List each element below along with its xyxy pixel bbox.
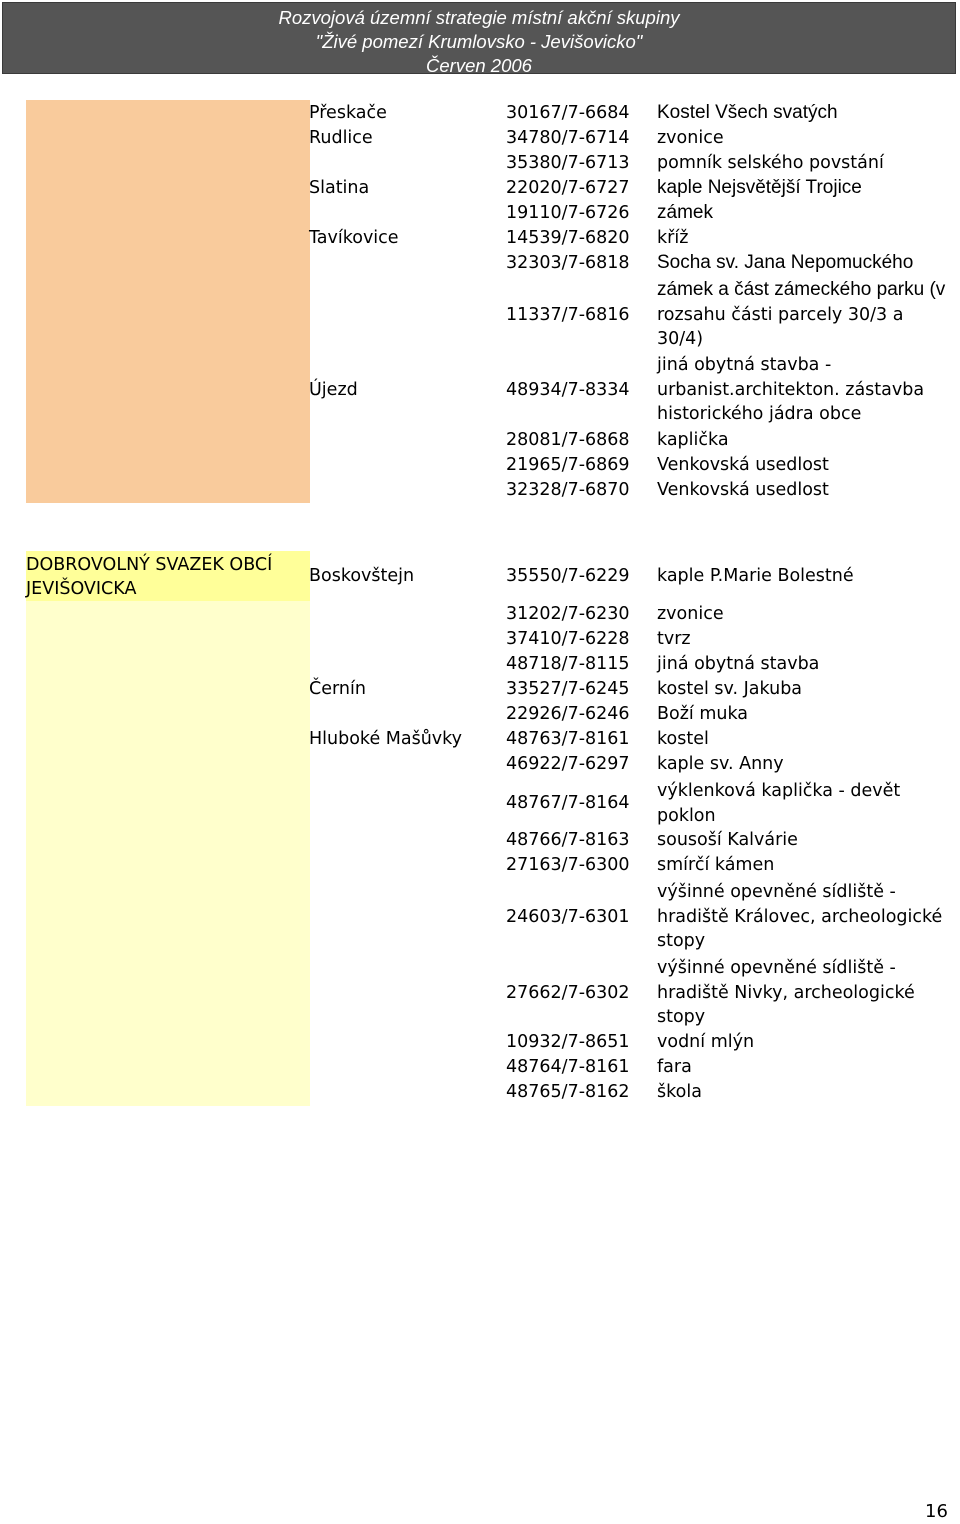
section-2-row-description: vodní mlýn [657, 1032, 755, 1052]
section-1-row-description: kříž [657, 228, 689, 248]
section-1-row-catalog-number: 32328/7-6870 [506, 480, 630, 500]
section-2-row-catalog-number: 33527/7-6245 [506, 679, 630, 699]
section-2-row-catalog-number: 48763/7-8161 [506, 729, 630, 749]
section-2-row-catalog-number: 31202/7-6230 [506, 604, 630, 624]
section-1-row-description: urbanist.architekton. zástavba [657, 379, 925, 400]
section-2-row-description: kostel sv. Jakuba [657, 679, 803, 699]
section-2-row-description: výšinné opevněné sídliště - [657, 882, 896, 902]
section-1-row-description: kaple Nejsvětější Trojice [657, 177, 862, 198]
section-1-row-catalog-number: 35380/7-6713 [506, 153, 630, 173]
section-1-row-catalog-number: 28081/7-6868 [506, 430, 630, 450]
section-1-row-obec: Přeskače [309, 103, 387, 123]
section-2-row-description: výklenková kaplička - devět [657, 781, 901, 801]
section-2-row-catalog-number: 27662/7-6302 [506, 982, 630, 1003]
section-2-row-description: kostel [657, 729, 709, 749]
section-2-row-catalog-number: 10932/7-8651 [506, 1032, 630, 1052]
section-2-row-catalog-number: 48767/7-8164 [506, 793, 630, 814]
section-1-row-catalog-number: 30167/7-6684 [506, 103, 630, 123]
section-1-row-description: rozsahu části parcely 30/3 a [657, 304, 904, 325]
section-1-row-description: 30/4) [657, 329, 704, 349]
header-line-1: Rozvojová územní strategie místní akční skupiny [278, 7, 680, 28]
section-1-row-description: zámek a část zámeckého parku (v [657, 279, 946, 300]
section-2-row-description: hradiště Nivky, archeologické [657, 982, 915, 1003]
section-1-band [26, 100, 310, 503]
section-2-row-catalog-number: 27163/7-6300 [506, 855, 630, 875]
section-2-row-catalog-number: 35550/7-6229 [506, 566, 630, 586]
page-number: 16 [925, 1501, 948, 1522]
section-1-row-description: jiná obytná stavba - [657, 355, 832, 375]
section-1-row-catalog-number: 48934/7-8334 [506, 379, 630, 400]
section-2-row-description: sousoší Kalvárie [657, 830, 798, 850]
section-1-row-description: Venkovská usedlost [657, 480, 829, 500]
section-2-row-description: poklon [657, 805, 716, 826]
section-1-row-description: Venkovská usedlost [657, 455, 829, 475]
section-1-row-description: historického jádra obce [657, 404, 862, 424]
section-2-label: DOBROVOLNÝ SVAZEK OBCÍ JEVIŠOVICKA [26, 555, 273, 599]
section-2-row-catalog-number: 22926/7-6246 [506, 704, 630, 724]
section-1-row-catalog-number: 22020/7-6727 [506, 178, 630, 198]
section-2-band [26, 551, 310, 1106]
section-1-row-catalog-number: 14539/7-6820 [506, 228, 630, 248]
section-2-row-description: jiná obytná stavba [657, 654, 820, 674]
section-1-row-catalog-number: 32303/7-6818 [506, 253, 630, 273]
section-1-row-obec: Tavíkovice [309, 228, 399, 248]
section-2-row-description: stopy [657, 931, 706, 951]
section-2-row-catalog-number: 46922/7-6297 [506, 754, 630, 774]
section-2-row-description: stopy [657, 1007, 706, 1027]
section-1-row-description: Kostel Všech svatých [657, 102, 838, 123]
section-1-row-description: pomník selského povstání [657, 153, 884, 173]
header-line-3: Červen 2006 [426, 55, 532, 76]
section-1-row-obec: Rudlice [309, 128, 373, 148]
section-1-row-description: kaplička [657, 430, 729, 450]
document-header [2, 2, 956, 74]
section-2-row-catalog-number: 48765/7-8162 [506, 1082, 630, 1102]
section-2-row-description: Boží muka [657, 704, 749, 724]
section-1-row-obec: Újezd [309, 379, 358, 400]
section-2-row-obec: Černín [309, 679, 366, 699]
section-2-row-description: hradiště Královec, archeologické [657, 906, 943, 927]
section-2-row-description: zvonice [657, 604, 724, 624]
section-1-row-catalog-number: 19110/7-6726 [506, 203, 630, 223]
section-1-row-catalog-number: 21965/7-6869 [506, 455, 630, 475]
section-2-row-catalog-number: 48766/7-8163 [506, 830, 630, 850]
section-2-row-description: výšinné opevněné sídliště - [657, 958, 896, 978]
section-1-row-description: zvonice [657, 128, 724, 148]
section-2-row-description: smírčí kámen [657, 855, 775, 875]
section-2-row-catalog-number: 37410/7-6228 [506, 629, 630, 649]
header-line-2: "Živé pomezí Krumlovsko - Jevišovicko" [315, 31, 643, 52]
section-2-row-description: kaple sv. Anny [657, 754, 784, 774]
section-2-row-description: kaple P.Marie Bolestné [657, 566, 854, 586]
section-2-row-catalog-number: 48764/7-8161 [506, 1057, 630, 1077]
section-1-row-description: Socha sv. Jana Nepomuckého [657, 252, 914, 273]
section-2-row-obec: Hluboké Mašůvky [309, 729, 463, 749]
section-1-row-obec: Slatina [309, 178, 370, 198]
section-1-row-catalog-number: 11337/7-6816 [506, 304, 630, 325]
section-2-row-catalog-number: 24603/7-6301 [506, 906, 630, 927]
section-2-row-description: škola [657, 1082, 702, 1102]
section-2-row-description: tvrz [657, 629, 691, 649]
section-2-row-description: fara [657, 1057, 692, 1077]
section-1-row-description: zámek [657, 202, 713, 223]
section-1-row-catalog-number: 34780/7-6714 [506, 128, 630, 148]
section-2-row-obec: Boskovštejn [309, 566, 415, 586]
section-2-row-catalog-number: 48718/7-8115 [506, 654, 630, 674]
